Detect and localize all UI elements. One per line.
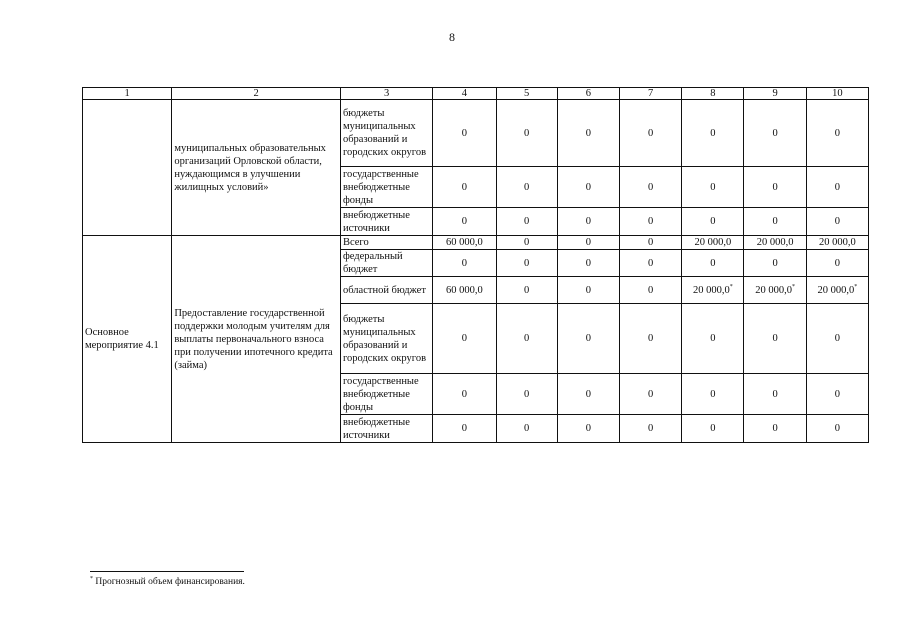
value-cell [744, 167, 806, 208]
value-cell [682, 236, 744, 250]
value-text: 0 [524, 333, 530, 344]
footnote-mark: * [791, 283, 795, 290]
value-text: 0 [585, 127, 591, 139]
value-text: 0 [461, 127, 468, 139]
value-cell [682, 208, 744, 236]
measure-cell: Основное мероприятие 4.1 [83, 236, 172, 443]
value-text: 0 [647, 216, 654, 227]
value-text: 0 [710, 423, 716, 434]
value-text: 0 [585, 284, 591, 296]
value-cell [682, 374, 744, 415]
header-col-2: 2 [172, 88, 341, 100]
header-col-7: 7 [620, 88, 682, 100]
value-text: 0 [524, 284, 530, 296]
value-cell [620, 374, 682, 415]
value-text: 0 [585, 388, 591, 400]
value-cell [557, 374, 619, 415]
value-cell [496, 250, 557, 277]
value-text: 0 [647, 423, 654, 434]
value-cell [620, 236, 682, 250]
value-cell [682, 250, 744, 277]
value-cell [620, 277, 682, 304]
footnote-mark: * [854, 283, 858, 290]
value-text: 0 [772, 257, 778, 269]
value-cell [682, 304, 744, 374]
value-text: 0 [461, 333, 468, 344]
funding-source-cell: бюджеты муниципальных образований и городских округов [340, 304, 432, 374]
value-cell [433, 277, 496, 304]
value-cell [620, 415, 682, 443]
value-cell [806, 374, 868, 415]
value-cell [557, 167, 619, 208]
value-text: 0 [772, 423, 778, 434]
value-text: 0 [524, 181, 530, 193]
value-cell [557, 304, 619, 374]
footnote-divider [90, 571, 244, 572]
value-text: 20 000,0 [817, 284, 855, 296]
value-text: 0 [647, 257, 654, 269]
footnote-mark: * [90, 576, 93, 582]
value-text: 20 000,0 [692, 284, 730, 296]
value-cell [433, 415, 496, 443]
value-text: 0 [772, 181, 778, 193]
value-text: 0 [461, 216, 468, 227]
funding-source-cell: областной бюджет [340, 277, 432, 304]
value-text: 0 [710, 181, 716, 193]
value-cell [557, 415, 619, 443]
value-text: 0 [461, 257, 468, 269]
funding-source-cell: федеральный бюджет [340, 250, 432, 277]
value-text: 0 [461, 388, 468, 400]
value-cell [806, 415, 868, 443]
value-cell [433, 374, 496, 415]
footnote-mark: * [729, 283, 733, 290]
value-text: 20 000,0 [694, 237, 732, 248]
value-cell [620, 304, 682, 374]
funding-source-cell: внебюджетные источники [340, 415, 432, 443]
value-text: 0 [710, 127, 716, 139]
value-cell [682, 100, 744, 167]
value-cell [496, 415, 557, 443]
value-cell [806, 100, 868, 167]
value-text: 0 [585, 237, 591, 248]
value-text: 0 [524, 237, 530, 248]
footnote [90, 577, 245, 587]
value-text: 60 000,0 [446, 237, 483, 248]
measure-cell [83, 100, 172, 236]
value-cell [744, 374, 806, 415]
value-text: 0 [524, 216, 530, 227]
value-cell [557, 100, 619, 167]
value-cell [806, 277, 868, 304]
value-cell [744, 250, 806, 277]
value-text: 0 [834, 181, 840, 193]
value-text: 0 [772, 333, 778, 344]
value-cell [620, 167, 682, 208]
value-cell [744, 277, 806, 304]
value-cell [806, 304, 868, 374]
value-text: 0 [772, 127, 778, 139]
value-text: 0 [647, 333, 654, 344]
value-cell [806, 167, 868, 208]
value-cell [620, 208, 682, 236]
header-col-6: 6 [557, 88, 619, 100]
funding-source-cell: бюджеты муниципальных образований и городских округов [340, 100, 432, 167]
value-text: 0 [524, 127, 530, 139]
value-text: 0 [647, 127, 654, 139]
value-cell [620, 100, 682, 167]
value-text: 0 [834, 257, 840, 269]
value-cell [806, 250, 868, 277]
value-text: 0 [524, 257, 530, 269]
value-text: 0 [585, 423, 591, 434]
value-cell [806, 208, 868, 236]
value-text: 0 [834, 423, 840, 434]
header-col-3: 3 [340, 88, 432, 100]
value-text: 0 [524, 388, 530, 400]
value-text: 0 [585, 216, 591, 227]
value-cell [433, 236, 496, 250]
value-cell [557, 208, 619, 236]
footnote-text: Прогнозный объем финансирования. [95, 577, 245, 587]
header-col-10: 10 [806, 88, 868, 100]
value-text: 0 [710, 257, 716, 269]
header-col-5: 5 [496, 88, 557, 100]
value-text: 0 [524, 423, 530, 434]
value-text: 0 [647, 284, 654, 296]
value-cell [682, 277, 744, 304]
value-cell [744, 100, 806, 167]
funding-table [82, 87, 869, 443]
funding-source-cell: государственные внебюджетные фонды [340, 374, 432, 415]
value-cell [496, 374, 557, 415]
value-cell [433, 167, 496, 208]
value-text: 0 [585, 257, 591, 269]
description-cell: Предоставление государственной поддержки молодым учителям для выплаты первоначального взноса при получении ипотечного кредита (займа) [172, 236, 341, 443]
value-cell [744, 304, 806, 374]
value-text: 0 [772, 388, 778, 400]
value-text: 0 [710, 388, 716, 400]
header-col-9: 9 [744, 88, 806, 100]
value-text: 0 [461, 423, 468, 434]
value-text: 0 [710, 333, 716, 344]
value-text: 60 000,0 [446, 284, 483, 296]
value-text: 20 000,0 [818, 237, 856, 248]
value-cell [496, 236, 557, 250]
value-text: 0 [834, 216, 840, 227]
value-cell [433, 304, 496, 374]
value-cell [496, 304, 557, 374]
funding-source-cell: Всего [340, 236, 432, 250]
funding-source-cell: внебюджетные источники [340, 208, 432, 236]
value-cell [682, 167, 744, 208]
value-text: 0 [834, 388, 840, 400]
value-text: 0 [834, 333, 840, 344]
value-text: 0 [772, 216, 778, 227]
value-cell [433, 250, 496, 277]
header-col-4: 4 [433, 88, 496, 100]
description-cell: муниципальных образовательных организаций Орловской области, нуждающимся в улучшении жилищных условий» [172, 100, 341, 236]
value-cell [496, 277, 557, 304]
header-col-1: 1 [83, 88, 172, 100]
value-text: 20 000,0 [755, 284, 792, 296]
value-text: 0 [647, 237, 654, 248]
value-cell [557, 236, 619, 250]
value-cell [496, 167, 557, 208]
header-col-8: 8 [682, 88, 744, 100]
value-text: 0 [710, 216, 716, 227]
value-cell [744, 208, 806, 236]
header-row [83, 88, 869, 100]
value-cell [620, 250, 682, 277]
page-number: 8 [449, 30, 455, 44]
value-text: 20 000,0 [756, 237, 794, 248]
value-text: 0 [461, 181, 468, 193]
value-text: 0 [585, 333, 591, 344]
value-text: 0 [647, 181, 654, 193]
value-cell [744, 415, 806, 443]
value-text: 0 [647, 388, 654, 400]
value-cell [496, 208, 557, 236]
value-text: 0 [834, 127, 840, 139]
value-cell [496, 100, 557, 167]
funding-source-cell: государственные внебюджетные фонды [340, 167, 432, 208]
value-cell [433, 208, 496, 236]
value-text: 0 [585, 181, 591, 193]
value-cell [806, 236, 868, 250]
value-cell [557, 277, 619, 304]
value-cell [557, 250, 619, 277]
value-cell [744, 236, 806, 250]
value-cell [433, 100, 496, 167]
table-row [83, 236, 869, 250]
table-row [83, 100, 869, 167]
value-cell [682, 415, 744, 443]
